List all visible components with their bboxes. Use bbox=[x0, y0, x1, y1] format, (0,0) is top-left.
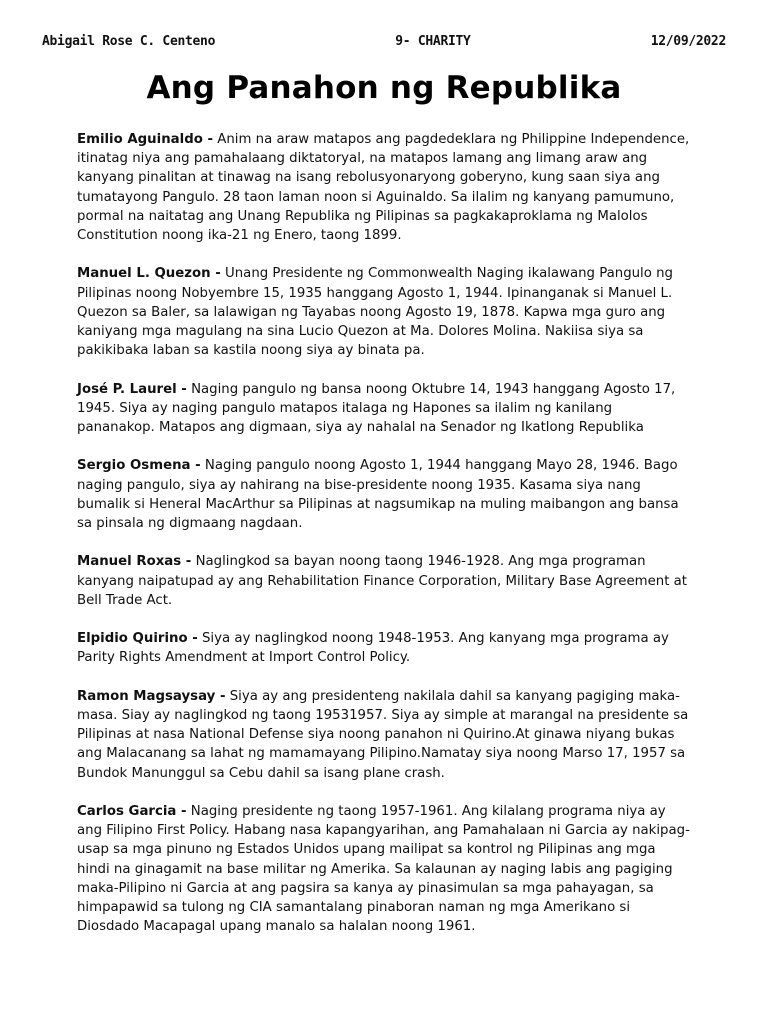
document-body bbox=[77, 130, 691, 956]
section-label: 9- CHARITY bbox=[395, 33, 471, 49]
document-title: Ang Panahon ng Republika bbox=[146, 70, 622, 106]
entry-quezon bbox=[77, 264, 691, 360]
entry-garcia bbox=[77, 802, 691, 936]
entry-text: Siya ay naglingkod noong 1948-1953. Ang kanyang mga programa ay Parity Rights Amendment at Import Control Policy. bbox=[77, 631, 669, 666]
entry-text: Naglingkod sa bayan noong taong 1946-1928. Ang mga programan kanyang naipatupad ay ang Rehabilitation Finance Corporation, Military Base Agreement at Bell Trade Act. bbox=[77, 554, 687, 608]
entry-text: Anim na araw matapos ang pagdedeklara ng Philippine Independence, itinatag niya ang pamahalaang diktatoryal, na matapos lamang ang limang araw ang kanyang pinalitan at tinawag na isang rebolusyonaryong goberyno, kung saan siya ang tumatayong Pangulo. 28 taon laman noon si Aguinaldo. Sa ilalim ng kanyang pamumuno, pormal na naitatag ang Unang Republika ng Pilipinas sa pagkakaproklama ng Malolos Constitution noong ika-21 ng Enero, taong 1899. bbox=[77, 132, 690, 244]
entry-name: Ramon Magsaysay - bbox=[77, 688, 226, 704]
entry-roxas bbox=[77, 552, 691, 610]
entry-quirino bbox=[77, 629, 691, 667]
entry-text: Naging pangulo ng bansa noong Oktubre 14, 1943 hanggang Agosto 17, 1945. Siya ay naging pangulo matapos italaga ng Hapones sa ilalim ng kanilang pananakop. Matapos ang digmaan, siya ay nahalal na Senador ng Ikatlong Republika bbox=[77, 381, 676, 436]
entry-name: Carlos Garcia - bbox=[77, 804, 187, 819]
entry-text: Siya ay ang presidenteng nakilala dahil sa kanyang pagiging maka-masa. Siay ay naglingkod ng taong 19531957. Siya ay simple at marangal na presidente sa Pilipinas at nasa National Defense siya noong panahon ni Quirino.At ginawa niyang bukas ang Malacanang sa lahat ng mamamayang Pilipino.Namatay siya noong Marso 17, 1957 sa Bundok Manunggul sa Cebu dahil sa isang plane crash. bbox=[77, 688, 689, 781]
page-header bbox=[42, 31, 726, 51]
entry-aguinaldo bbox=[77, 130, 691, 245]
entry-name: Elpidio Quirino - bbox=[77, 631, 198, 647]
entry-name: Manuel L. Quezon - bbox=[77, 266, 221, 282]
entry-text: Unang Presidente ng Commonwealth Naging ikalawang Pangulo ng Pilipinas noong Nobyembre 15, 1935 hanggang Agosto 1, 1944. Ipinanganak si Manuel L. Quezon sa Baler, sa lalawigan ng Tayabas noong Agosto 19, 1878. Kapwa mga guro ang kaniyang mga magulang na sina Lucio Quezon at Ma. Dolores Molina. Nakiisa siya sa pakikibaka laban sa kastila noong siya ay binata pa. bbox=[77, 266, 673, 359]
entry-text: Naging presidente ng taong 1957-1961. Ang kilalang programa niya ay ang Filipino First Policy. Habang nasa kapangyarihan, ang Pamahalaan ni Garcia ay nakipag-usap sa mga pinuno ng Estados Unidos upang mailipat sa kontrol ng Pilipinas ang mga hindi na ginagamit na base militar ng Amerika. Sa kalaunan ay naging labis ang pagiging maka-Pilipino ni Garcia at ang pagsira sa kanya ay pinasimulan sa mga pahayagan, sa himpapawid sa tulong ng CIA samantalang pinaboran naman ng mga Amerikano si Diosdado Macapagal upang manalo sa halalan noong 1961. bbox=[77, 804, 690, 935]
student-name: Abigail Rose C. Centeno bbox=[42, 33, 216, 49]
entry-name: Manuel Roxas - bbox=[77, 554, 192, 570]
entry-name: José P. Laurel - bbox=[77, 381, 187, 397]
entry-name: Emilio Aguinaldo - bbox=[77, 132, 214, 147]
entry-magsaysay bbox=[77, 687, 691, 783]
entry-text: Naging pangulo noong Agosto 1, 1944 hanggang Mayo 28, 1946. Bago naging pangulo, siya ay nahirang na bise-presidente noong 1935. Kasama siya nang bumalik si Heneral MacArthur sa Pilipinas at nagsumikap na muling maibangon ang bansa sa pinsala ng digmaang nagdaan. bbox=[77, 458, 679, 532]
date-label: 12/09/2022 bbox=[650, 33, 726, 49]
entry-name: Sergio Osmena - bbox=[77, 458, 201, 474]
entry-osmena bbox=[77, 456, 691, 533]
entry-laurel bbox=[77, 380, 691, 438]
